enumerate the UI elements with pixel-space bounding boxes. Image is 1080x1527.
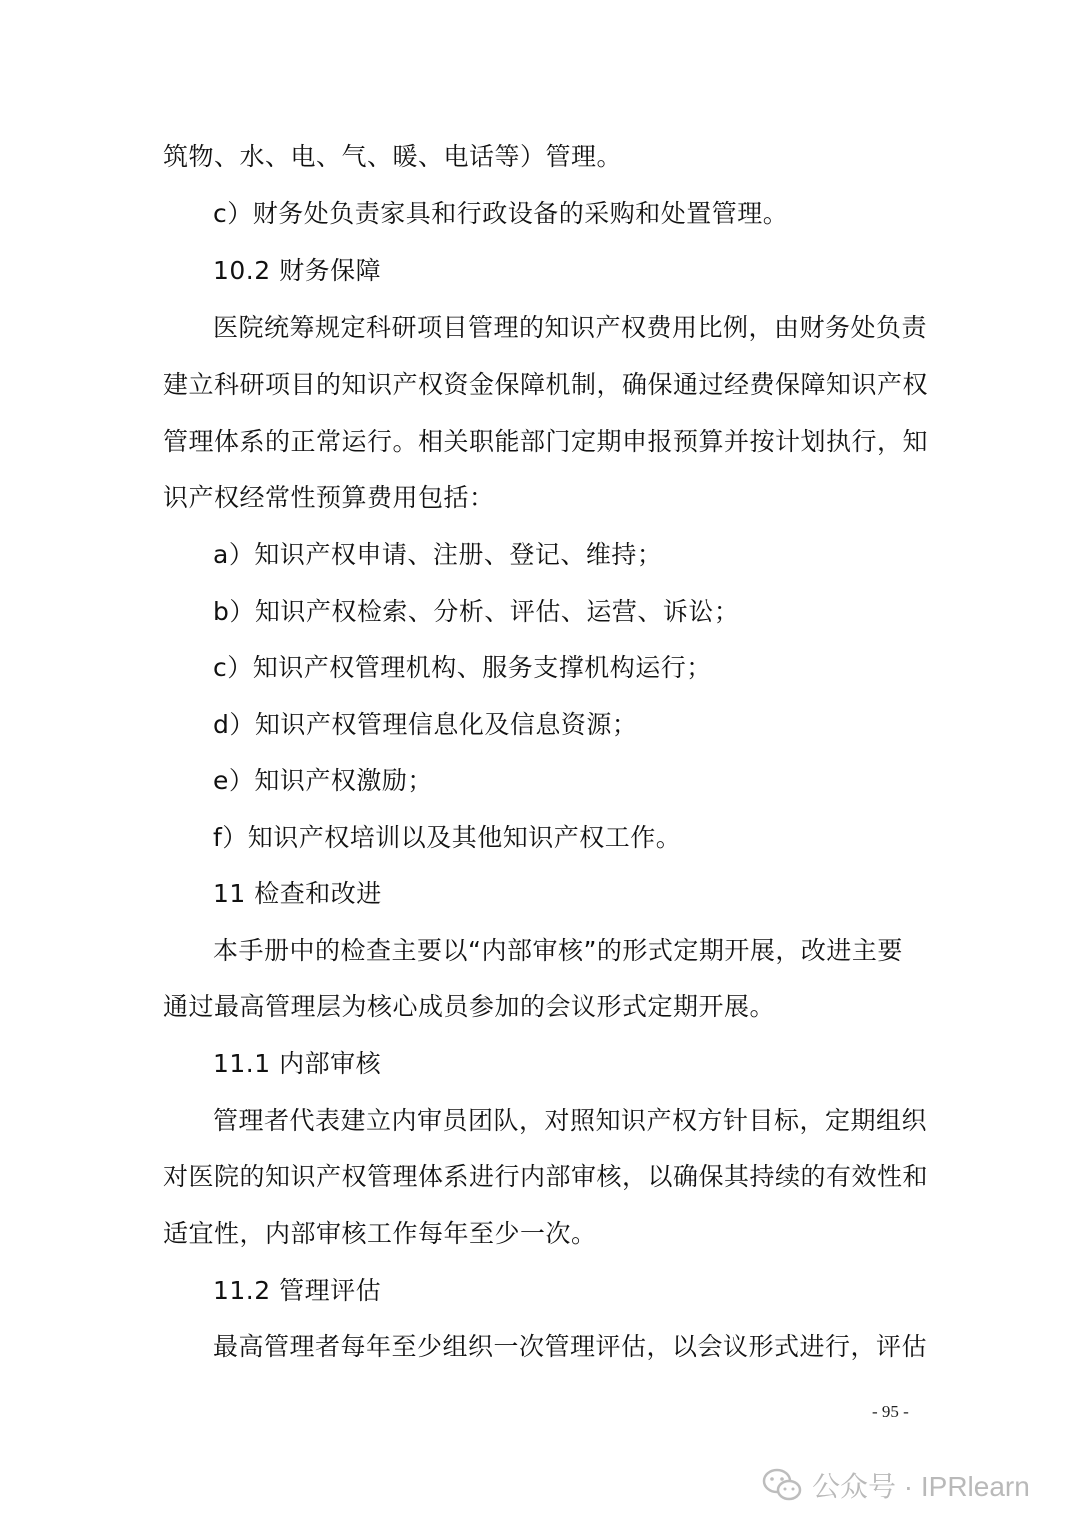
page-number: - 95 - — [872, 1402, 909, 1421]
list-item: d）知识产权管理信息化及信息资源； — [213, 710, 638, 739]
text-line: 通过最高管理层为核心成员参加的会议形式定期开展。 — [163, 992, 776, 1021]
list-item: e）知识产权激励； — [213, 766, 433, 795]
text-line: 筑物、水、电、气、暖、电话等）管理。 — [163, 142, 623, 171]
list-item: a）知识产权申请、注册、登记、维持； — [213, 540, 663, 569]
watermark-text: 公众号 · IPRlearn — [812, 1471, 1030, 1502]
wechat-icon — [762, 1468, 802, 1502]
section-heading: 11.1 内部审核 — [213, 1049, 382, 1078]
text-line: 管理体系的正常运行。相关职能部门定期申报预算并按计划执行，知 — [163, 427, 929, 456]
section-heading: 11 检查和改进 — [213, 879, 382, 908]
section-heading: 10.2 财务保障 — [213, 256, 382, 285]
text-line: 最高管理者每年至少组织一次管理评估，以会议形式进行，评估 — [213, 1332, 928, 1361]
watermark — [762, 1465, 1030, 1505]
list-item: c）知识产权管理机构、服务支撑机构运行； — [213, 653, 712, 682]
text-line: 医院统筹规定科研项目管理的知识产权费用比例，由财务处负责 — [213, 313, 928, 342]
list-item: f）知识产权培训以及其他知识产权工作。 — [213, 823, 682, 852]
text-line: 适宜性，内部审核工作每年至少一次。 — [163, 1219, 597, 1248]
text-line: 建立科研项目的知识产权资金保障机制，确保通过经费保障知识产权 — [163, 370, 929, 399]
text-line: 管理者代表建立内审员团队，对照知识产权方针目标，定期组织 — [213, 1106, 928, 1135]
text-line: 对医院的知识产权管理体系进行内部审核，以确保其持续的有效性和 — [163, 1162, 929, 1191]
section-heading: 11.2 管理评估 — [213, 1276, 382, 1305]
list-item: b）知识产权检索、分析、评估、运营、诉讼； — [213, 597, 740, 626]
text-line: 本手册中的检查主要以“内部审核”的形式定期开展，改进主要 — [213, 936, 903, 965]
text-line: 识产权经常性预算费用包括： — [163, 483, 495, 512]
text-line: c）财务处负责家具和行政设备的采购和处置管理。 — [213, 199, 789, 228]
